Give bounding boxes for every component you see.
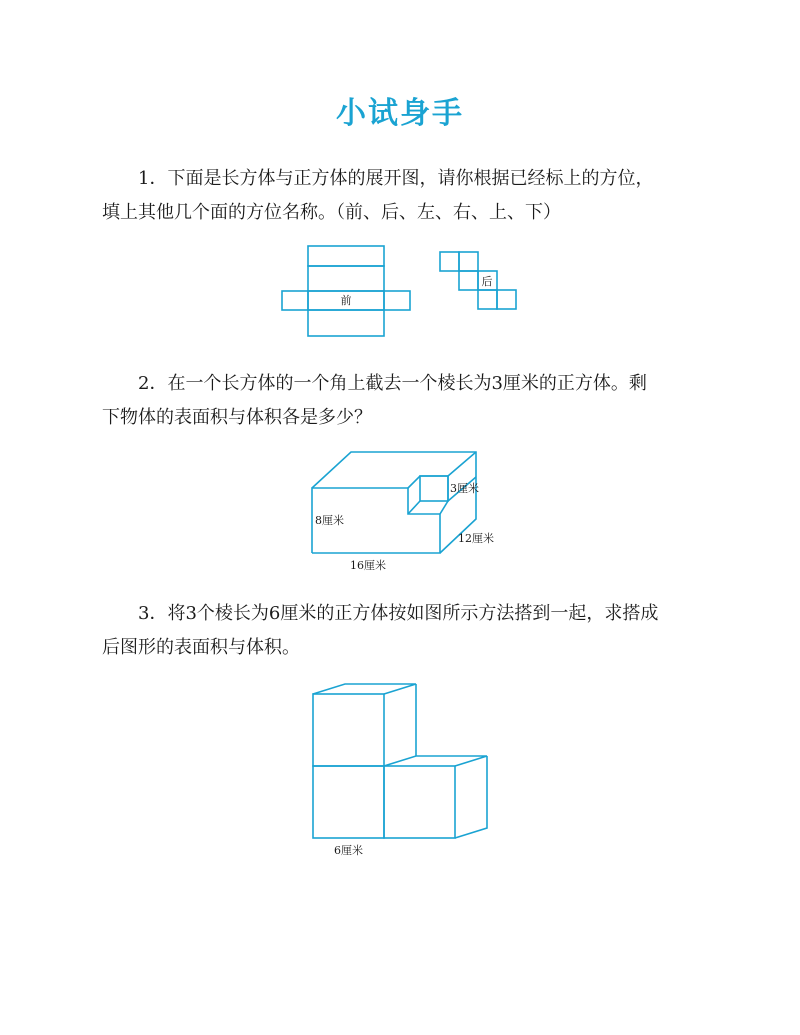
cuboid-net: [282, 246, 410, 336]
cube-net: [440, 252, 516, 309]
cube-top-top-face: [313, 684, 416, 694]
cube-net-face-2: [459, 252, 478, 271]
cube-edge-label: 6厘米: [334, 844, 363, 857]
question-3-number: 3．: [138, 603, 168, 624]
net-front-label: 前: [340, 294, 352, 307]
notch-top-diagonal: [448, 452, 476, 476]
question-3-text-2: 后图形的表面积与体积。: [102, 637, 300, 658]
cube-right-side-edges: [455, 756, 487, 838]
cube-top-front: [313, 694, 384, 766]
page-title: 小试身手: [336, 96, 464, 131]
stacked-cubes: [313, 684, 487, 857]
cube-net-face-5: [478, 290, 497, 309]
question-2-number: 2．: [138, 373, 168, 394]
notch-top-edges: [408, 476, 448, 501]
net-face-top-strip: [308, 246, 384, 266]
question-1-number: 1．: [138, 168, 168, 189]
question-2-text-1: 在一个长方体的一个角上截去一个棱长为3厘米的正方体。剩: [167, 373, 647, 394]
notch-inner-edge-1: [408, 501, 420, 514]
cube-bottom-right-front: [384, 766, 455, 838]
cube-net-face-6: [497, 290, 516, 309]
cut-cuboid: [312, 452, 494, 572]
net-face-right: [384, 291, 410, 310]
height-label: 8厘米: [315, 514, 344, 527]
cube-bottom-left-front: [313, 766, 384, 838]
cube-net-back-label: 后: [481, 275, 493, 288]
notch-back-face: [420, 476, 448, 501]
cube-right-top-face: [384, 756, 487, 766]
net-face-lower: [308, 310, 384, 336]
question-1-text-1: 下面是长方体与正方体的展开图，请你根据已经标上的方位，: [167, 168, 654, 189]
cut-edge-label: 3厘米: [450, 482, 479, 495]
question-2-text-2: 下物体的表面积与体积各是多少？: [102, 407, 372, 428]
notch-inner-edge-2: [440, 501, 448, 514]
cube-net-face-3: [459, 271, 478, 290]
net-face-upper: [308, 266, 384, 291]
length-label: 16厘米: [350, 559, 386, 572]
question-1-text-2: 填上其他几个面的方位名称。（前、后、左、右、上、下）: [102, 202, 561, 223]
net-face-left: [282, 291, 308, 310]
width-label: 12厘米: [458, 532, 494, 545]
cube-net-face-1: [440, 252, 459, 271]
question-3-text-1: 将3个棱长为6厘米的正方体按如图所示方法搭到一起，求搭成: [167, 603, 659, 624]
